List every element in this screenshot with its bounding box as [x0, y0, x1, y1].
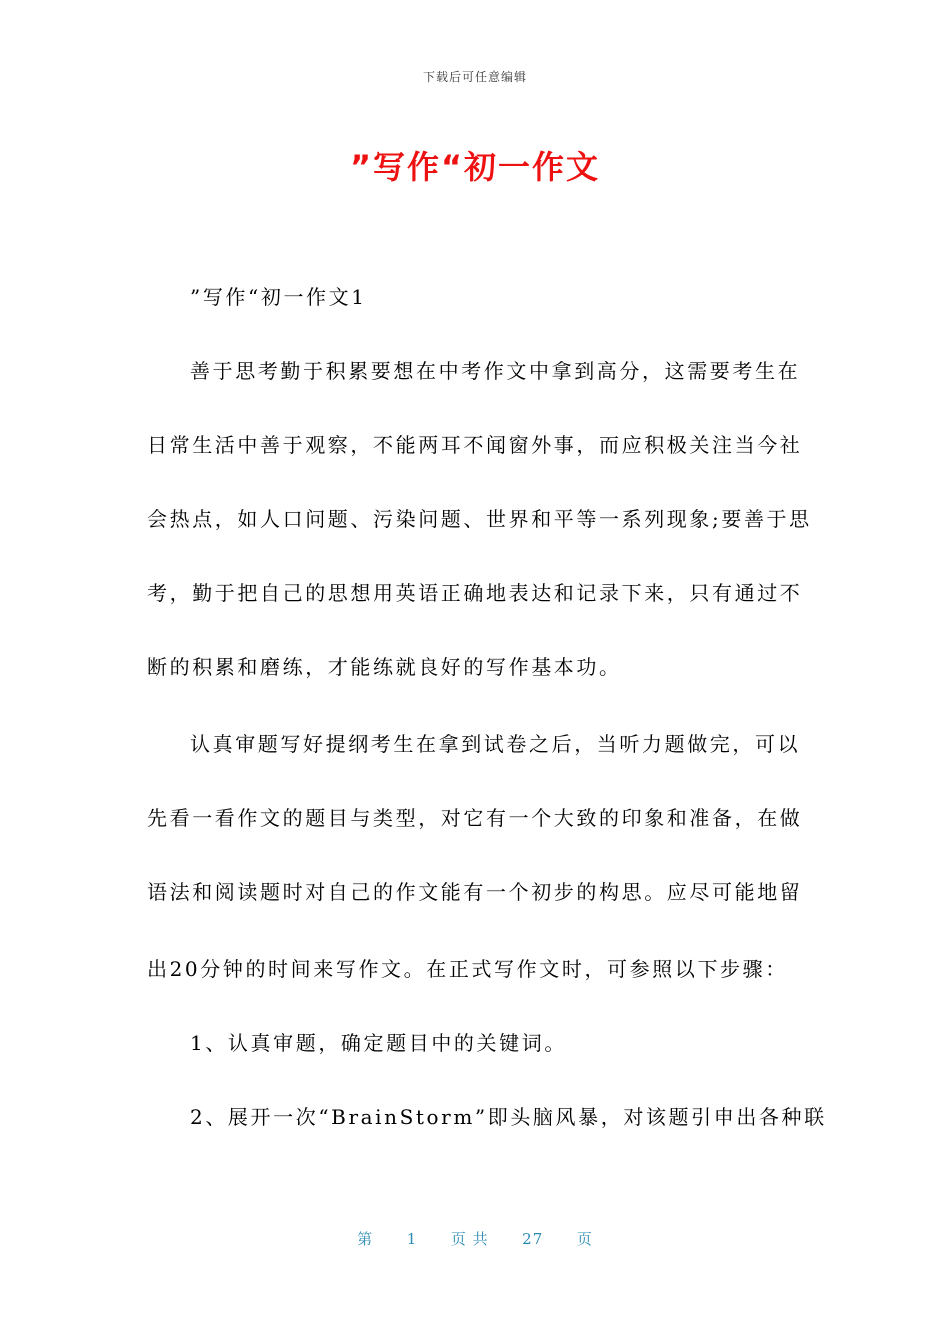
paragraph-line: 出20分钟的时间来写作文。在正式写作文时，可参照以下步骤： — [147, 957, 788, 981]
paragraph-line: 先看一看作文的题目与类型，对它有一个大致的印象和准备，在做 — [147, 806, 803, 830]
page-number: 1 — [406, 1230, 418, 1248]
page-suffix: 页 — [576, 1230, 593, 1248]
paragraph-line: 考，勤于把自己的思想用英语正确地表达和记录下来，只有通过不 — [147, 581, 803, 605]
total-pages: 27 — [522, 1230, 544, 1248]
paragraph-line: 认真审题写好提纲考生在拿到试卷之后，当听力题做完，可以 — [190, 732, 801, 756]
list-item: 1、认真审题，确定题目中的关键词。 — [190, 1031, 567, 1055]
paragraph-line: 日常生活中善于观察，不能两耳不闻窗外事，而应积极关注当今社 — [147, 433, 803, 457]
list-item: 2、展开一次“BrainStorm”即头脑风暴，对该题引申出各种联 — [190, 1105, 827, 1129]
essay-heading: ”写作“初一作文1 — [190, 285, 367, 309]
document-title: ”写作“初一作文 — [349, 148, 601, 186]
page-label: 第 — [357, 1230, 374, 1248]
paragraph-line: 断的积累和磨练，才能练就良好的写作基本功。 — [147, 655, 622, 679]
page-footer — [0, 1228, 950, 1249]
paragraph-line: 善于思考勤于积累要想在中考作文中拿到高分，这需要考生在 — [190, 359, 801, 383]
total-label: 页 共 — [450, 1230, 489, 1248]
header-note: 下载后可任意编辑 — [422, 70, 527, 84]
paragraph-line: 语法和阅读题时对自己的作文能有一个初步的构思。应尽可能地留 — [147, 880, 803, 904]
paragraph-line: 会热点，如人口问题、污染问题、世界和平等一系列现象;要善于思 — [147, 507, 812, 531]
